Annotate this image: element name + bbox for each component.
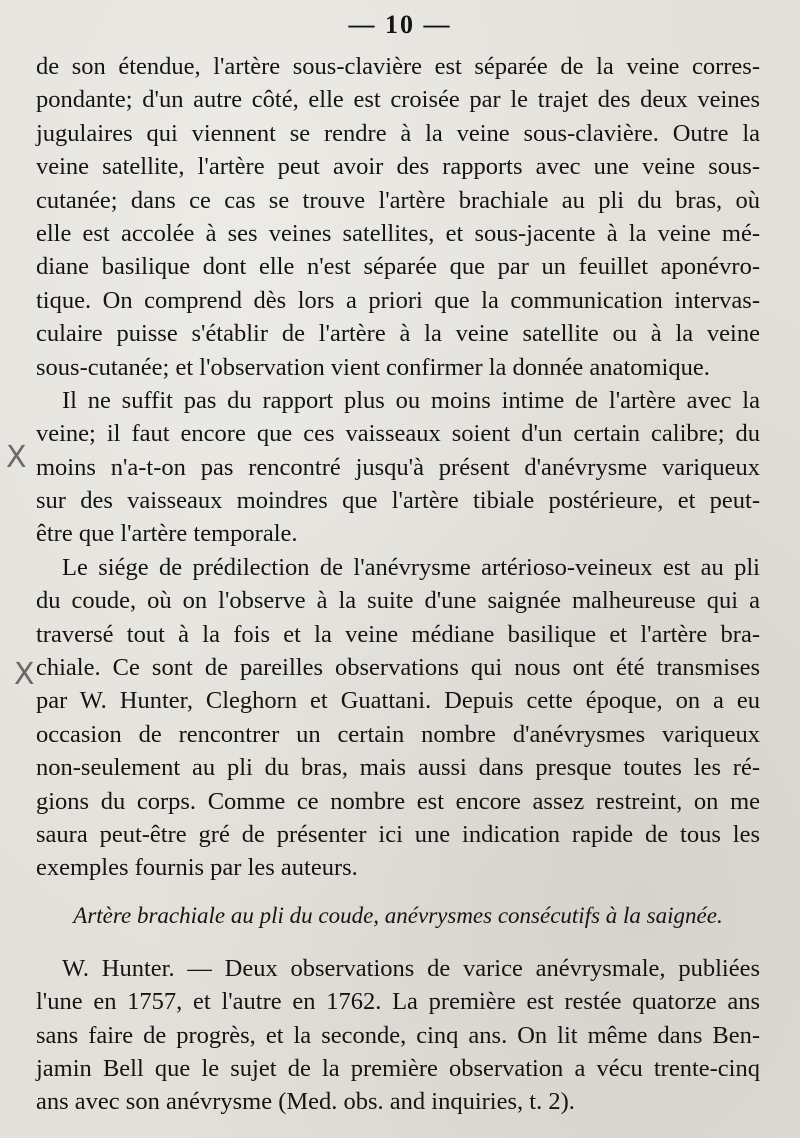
paragraph <box>36 50 760 384</box>
margin-cross-mark: X <box>6 440 27 475</box>
text-line: chiale. Ce sont de pareilles observations qui nous ont été transmises <box>36 654 760 682</box>
text-line: pondante; d'un autre côté, elle est croisée par le trajet des deux veines <box>36 86 760 114</box>
text-line: être que l'artère temporale. <box>36 520 298 548</box>
text-line: veine satellite, l'artère peut avoir des rapports avec une veine sous- <box>36 153 760 181</box>
text-line: jugulaires qui viennent se rendre à la veine sous-clavière. Outre la <box>36 119 760 147</box>
text-line: du coude, où on l'observe à la suite d'une saignée malheureuse qui a <box>36 587 760 615</box>
text-line: veine; il faut encore que ces vaisseaux soient d'un certain calibre; du <box>36 420 760 448</box>
text-line: Le siége de prédilection de l'anévrysme artérioso-veineux est au pli <box>62 553 760 581</box>
text-line: jamin Bell que le sujet de la première observation a vécu trente-cinq <box>36 1054 760 1082</box>
body-text <box>36 50 760 1119</box>
text-line: ans avec son anévrysme (Med. obs. and inquiries, t. 2). <box>36 1088 575 1116</box>
text-line: non-seulement au pli du bras, mais aussi dans presque toutes les ré- <box>36 754 760 782</box>
text-line: tique. On comprend dès lors a priori que la communication intervas- <box>36 286 760 314</box>
text-line: cutanée; dans ce cas se trouve l'artère brachiale au pli du bras, où <box>36 186 760 214</box>
text-line: sous-cutanée; et l'observation vient confirmer la donnée anatomique. <box>36 353 710 381</box>
text-line: de son étendue, l'artère sous-clavière est séparée de la veine corres- <box>36 53 760 80</box>
text-line: diane basilique dont elle n'est séparée que par un feuillet aponévro- <box>36 253 760 281</box>
text-line: Il ne suffit pas du rapport plus ou moins intime de l'artère avec la <box>62 386 760 414</box>
margin-cross-mark: X <box>14 657 35 692</box>
text-line: traversé tout à la fois et la veine médiane basilique et l'artère bra- <box>36 620 760 648</box>
text-line: l'une en 1757, et l'autre en 1762. La première est restée quatorze ans <box>36 988 760 1016</box>
text-line: moins n'a-t-on pas rencontré jusqu'à présent d'anévrysme variqueux <box>36 453 760 481</box>
text-line: elle est accolée à ses veines satellites, et sous-jacente à la veine mé- <box>36 219 760 247</box>
paragraph <box>36 384 760 551</box>
text-line: sans faire de progrès, et la seconde, cinq ans. On lit même dans Ben- <box>36 1021 760 1049</box>
text-line: sur des vaisseaux moindres que l'artère tibiale postérieure, et peut- <box>36 487 760 515</box>
paragraph <box>36 952 760 1119</box>
section-subheading: Artère brachiale au pli du coude, anévrysmes consécutifs à la saignée. <box>73 902 723 928</box>
page-number: — 10 — <box>348 10 452 39</box>
text-line: gions du corps. Comme ce nombre est encore assez restreint, on me <box>36 787 760 815</box>
text-line: occasion de rencontrer un certain nombre d'anévrysmes variqueux <box>36 720 760 748</box>
text-line: culaire puisse s'établir de l'artère à la veine satellite ou à la veine <box>36 320 760 348</box>
text-line: par W. Hunter, Cleghorn et Guattani. Depuis cette époque, on a eu <box>36 687 760 715</box>
text-line: saura peut-être gré de présenter ici une indication rapide de tous les <box>36 820 760 848</box>
text-line: exemples fournis par les auteurs. <box>36 854 358 882</box>
text-line: W. Hunter. — Deux observations de varice anévrysmale, publiées <box>62 954 760 982</box>
paragraph <box>36 551 760 885</box>
